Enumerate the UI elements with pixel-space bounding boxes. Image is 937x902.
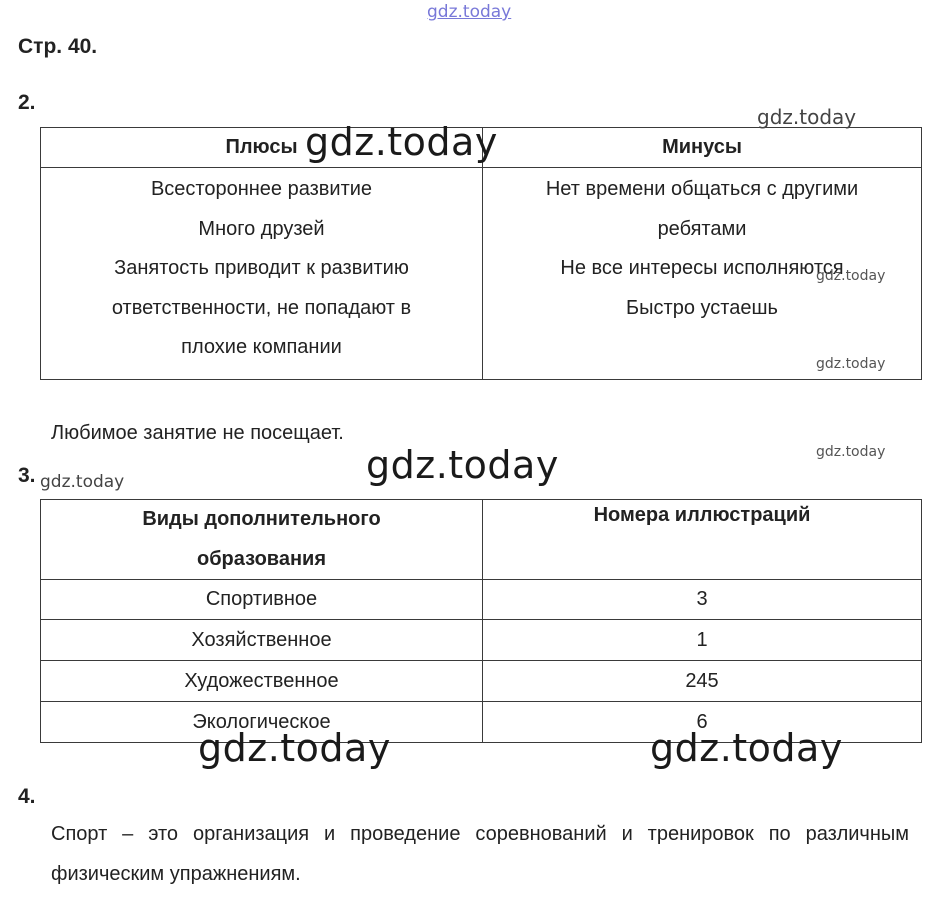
pros-line: плохие компании (181, 336, 342, 358)
education-row (41, 661, 922, 702)
illustration-number-cell: 3 (483, 580, 922, 620)
task-2-note: Любимое занятие не посещает. (51, 422, 344, 444)
watermark: gdz.today (366, 443, 559, 487)
education-row (41, 620, 922, 661)
illustration-number-cell: 6 (483, 702, 922, 743)
pros-line: Занятость приводит к развитию (114, 257, 409, 279)
page-title: Стр. 40. (18, 35, 98, 58)
education-type-cell: Спортивное (41, 580, 483, 620)
cons-line: ребятами (657, 217, 747, 240)
task-4-text: Спорт – это организация и проведение соревнований и тренировок по различным физическим упражнениям. (51, 823, 909, 885)
education-type-header-line: Виды дополнительного (142, 508, 381, 530)
education-header-row (41, 500, 922, 580)
cons-line: Нет времени общаться с другими (545, 178, 859, 200)
pros-header: Плюсы (41, 128, 483, 168)
education-table (40, 499, 922, 743)
education-type-header-line: образования (196, 547, 326, 570)
watermark: gdz.today (650, 726, 843, 770)
pros-cons-body-row (41, 168, 922, 380)
education-row (41, 580, 922, 620)
cons-line: Быстро устаешь (626, 296, 778, 319)
watermark: gdz.today (757, 105, 857, 129)
watermark-top[interactable]: gdz.today (427, 2, 512, 22)
education-type-cell: Экологическое (41, 702, 483, 743)
watermark: gdz.today (816, 356, 886, 372)
pros-cons-table (40, 127, 922, 380)
education-type-cell: Хозяйственное (41, 620, 483, 661)
task-2-number: 2. (18, 91, 36, 114)
watermark: gdz.today (40, 472, 125, 492)
illustration-number-cell: 245 (483, 661, 922, 702)
pros-line: Много друзей (198, 217, 325, 240)
watermark: gdz.today (816, 268, 886, 284)
task-3-number: 3. (18, 464, 36, 487)
illustration-number-cell: 1 (483, 620, 922, 661)
education-type-header (41, 500, 483, 580)
task-4-number: 4. (18, 785, 36, 808)
watermark: gdz.today (198, 726, 391, 770)
watermark: gdz.today (305, 120, 498, 164)
watermark: gdz.today (816, 444, 886, 460)
cons-line: Не все интересы исполняются (560, 257, 844, 279)
pros-line: ответственности, не попадают в (111, 296, 412, 319)
pros-cell (41, 168, 483, 380)
pros-line: Всестороннее развитие (150, 178, 373, 200)
education-type-cell: Художественное (41, 661, 483, 702)
illustration-numbers-header: Номера иллюстраций (483, 500, 922, 580)
cons-header: Минусы (483, 128, 922, 168)
